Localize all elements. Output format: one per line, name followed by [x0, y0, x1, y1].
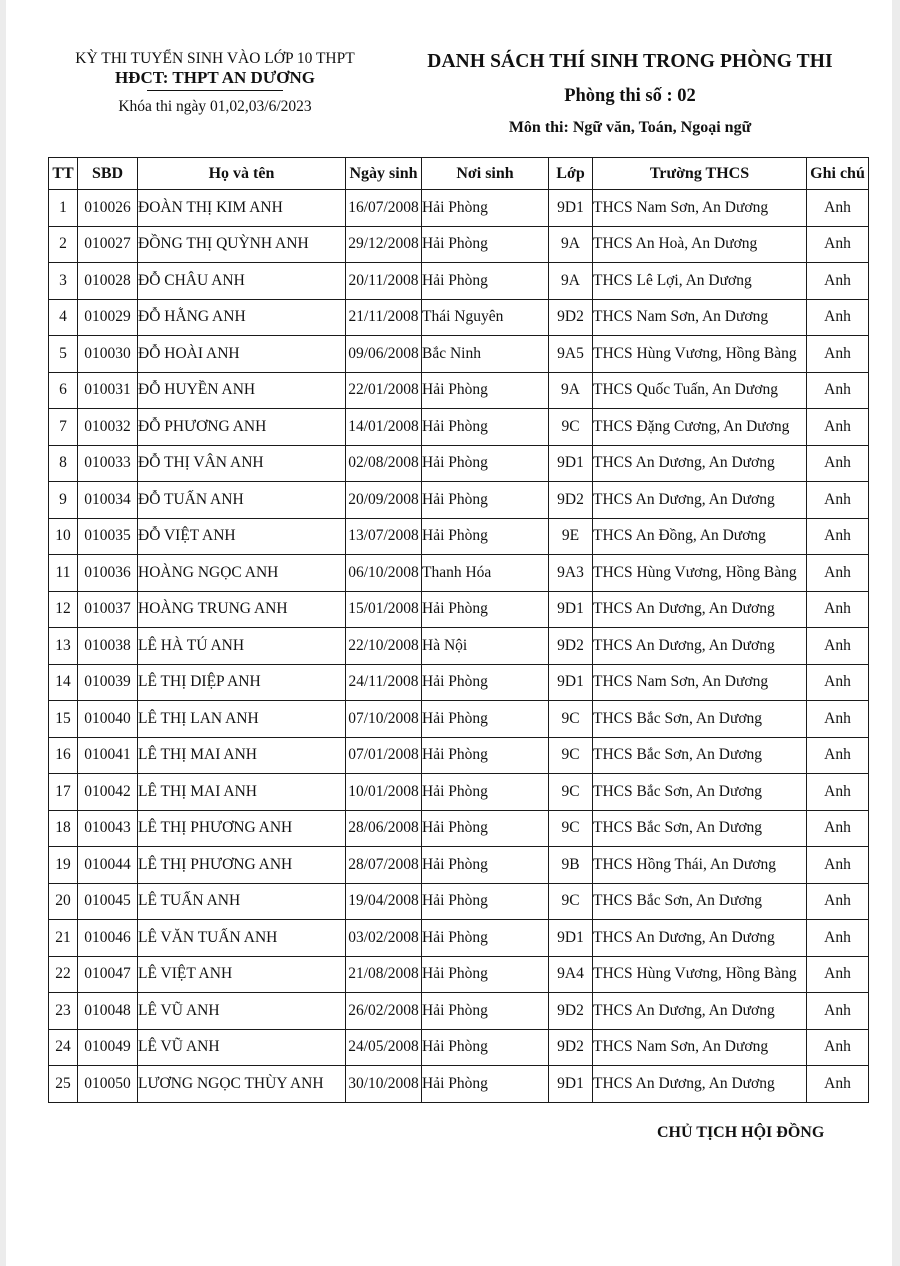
- candidate-name-cell: LÊ TUẤN ANH: [138, 883, 346, 920]
- candidate-name-cell: LÊ VŨ ANH: [138, 993, 346, 1030]
- row-number-cell: 6: [49, 372, 78, 409]
- row-number-cell: 5: [49, 336, 78, 373]
- birthplace-cell: Hải Phòng: [422, 847, 549, 884]
- birthplace-cell: Hải Phòng: [422, 1066, 549, 1103]
- birthplace-cell: Hải Phòng: [422, 591, 549, 628]
- exam-subjects: Môn thi: Ngữ văn, Toán, Ngoại ngữ: [508, 119, 752, 136]
- class-cell: 9D1: [549, 664, 593, 701]
- document-title-block: [405, 49, 855, 138]
- school-cell: THCS An Dương, An Dương: [593, 628, 807, 665]
- row-number-cell: 23: [49, 993, 78, 1030]
- birthplace-cell: Thanh Hóa: [422, 555, 549, 592]
- table-row: [49, 591, 869, 628]
- candidate-name-cell: LÊ THỊ LAN ANH: [138, 701, 346, 738]
- note-cell: Anh: [807, 883, 869, 920]
- candidate-name-cell: ĐỖ TUẤN ANH: [138, 482, 346, 519]
- class-cell: 9E: [549, 518, 593, 555]
- page-edge-right: [892, 0, 900, 1266]
- row-number-cell: 9: [49, 482, 78, 519]
- table-header-row: [49, 158, 869, 190]
- table-row: [49, 555, 869, 592]
- note-cell: Anh: [807, 993, 869, 1030]
- candidate-id-cell: 010028: [78, 263, 138, 300]
- table-row: [49, 1029, 869, 1066]
- row-number-cell: 24: [49, 1029, 78, 1066]
- school-cell: THCS Hùng Vương, Hồng Bàng: [593, 336, 807, 373]
- table-row: [49, 518, 869, 555]
- birthplace-cell: Hải Phòng: [422, 1029, 549, 1066]
- class-cell: 9C: [549, 883, 593, 920]
- birthplace-cell: Hà Nội: [422, 628, 549, 665]
- date-of-birth-cell: 20/09/2008: [346, 482, 422, 519]
- candidate-name-cell: HOÀNG NGỌC ANH: [138, 555, 346, 592]
- note-cell: Anh: [807, 336, 869, 373]
- birthplace-cell: Hải Phòng: [422, 920, 549, 957]
- table-row: [49, 737, 869, 774]
- row-number-cell: 12: [49, 591, 78, 628]
- note-cell: Anh: [807, 774, 869, 811]
- candidate-id-cell: 010039: [78, 664, 138, 701]
- date-of-birth-cell: 19/04/2008: [346, 883, 422, 920]
- row-number-cell: 16: [49, 737, 78, 774]
- row-number-cell: 17: [49, 774, 78, 811]
- candidate-name-cell: ĐỖ CHÂU ANH: [138, 263, 346, 300]
- table-row: [49, 445, 869, 482]
- class-cell: 9C: [549, 774, 593, 811]
- note-cell: Anh: [807, 701, 869, 738]
- note-cell: Anh: [807, 445, 869, 482]
- date-of-birth-cell: 22/10/2008: [346, 628, 422, 665]
- birthplace-cell: Hải Phòng: [422, 993, 549, 1030]
- date-of-birth-cell: 02/08/2008: [346, 445, 422, 482]
- candidate-name-cell: ĐỖ PHƯƠNG ANH: [138, 409, 346, 446]
- class-cell: 9A3: [549, 555, 593, 592]
- class-cell: 9D2: [549, 993, 593, 1030]
- school-cell: THCS Hồng Thái, An Dương: [593, 847, 807, 884]
- row-number-cell: 21: [49, 920, 78, 957]
- birthplace-cell: Hải Phòng: [422, 664, 549, 701]
- table-row: [49, 1066, 869, 1103]
- candidate-id-cell: 010043: [78, 810, 138, 847]
- note-cell: Anh: [807, 299, 869, 336]
- column-header-tt: TT: [49, 158, 78, 190]
- note-cell: Anh: [807, 482, 869, 519]
- school-cell: THCS An Dương, An Dương: [593, 920, 807, 957]
- candidate-table: [48, 157, 869, 1103]
- document-title: DANH SÁCH THÍ SINH TRONG PHÒNG THI: [427, 51, 833, 72]
- school-cell: THCS Bắc Sơn, An Dương: [593, 810, 807, 847]
- school-cell: THCS Nam Sơn, An Dương: [593, 190, 807, 227]
- candidate-id-cell: 010042: [78, 774, 138, 811]
- row-number-cell: 2: [49, 226, 78, 263]
- class-cell: 9D1: [549, 591, 593, 628]
- exam-council-header: [60, 50, 370, 116]
- candidate-id-cell: 010046: [78, 920, 138, 957]
- table-row: [49, 226, 869, 263]
- table-row: [49, 956, 869, 993]
- birthplace-cell: Thái Nguyên: [422, 299, 549, 336]
- class-cell: 9D2: [549, 482, 593, 519]
- school-cell: THCS An Dương, An Dương: [593, 591, 807, 628]
- candidate-name-cell: LÊ THỊ MAI ANH: [138, 737, 346, 774]
- date-of-birth-cell: 22/01/2008: [346, 372, 422, 409]
- room-number: Phòng thi số : 02: [564, 86, 696, 106]
- row-number-cell: 7: [49, 409, 78, 446]
- candidate-name-cell: LÊ VŨ ANH: [138, 1029, 346, 1066]
- table-row: [49, 701, 869, 738]
- column-header-class: Lớp: [549, 158, 593, 190]
- candidate-name-cell: LÊ THỊ DIỆP ANH: [138, 664, 346, 701]
- candidate-id-cell: 010030: [78, 336, 138, 373]
- exam-dates: Khóa thi ngày 01,02,03/6/2023: [118, 98, 312, 115]
- candidate-id-cell: 010032: [78, 409, 138, 446]
- candidate-name-cell: LÊ THỊ PHƯƠNG ANH: [138, 810, 346, 847]
- candidate-name-cell: ĐỖ HOÀI ANH: [138, 336, 346, 373]
- signature-title: CHỦ TỊCH HỘI ĐỒNG: [657, 1124, 825, 1141]
- date-of-birth-cell: 03/02/2008: [346, 920, 422, 957]
- candidate-id-cell: 010041: [78, 737, 138, 774]
- school-cell: THCS Bắc Sơn, An Dương: [593, 774, 807, 811]
- candidate-id-cell: 010038: [78, 628, 138, 665]
- table-row: [49, 883, 869, 920]
- candidate-name-cell: LÊ VĂN TUẤN ANH: [138, 920, 346, 957]
- birthplace-cell: Hải Phòng: [422, 372, 549, 409]
- row-number-cell: 20: [49, 883, 78, 920]
- date-of-birth-cell: 24/05/2008: [346, 1029, 422, 1066]
- row-number-cell: 19: [49, 847, 78, 884]
- class-cell: 9A: [549, 226, 593, 263]
- school-cell: THCS An Dương, An Dương: [593, 1066, 807, 1103]
- date-of-birth-cell: 07/10/2008: [346, 701, 422, 738]
- row-number-cell: 4: [49, 299, 78, 336]
- exam-name: KỲ THI TUYỂN SINH VÀO LỚP 10 THPT: [75, 50, 355, 67]
- date-of-birth-cell: 29/12/2008: [346, 226, 422, 263]
- page-edge-left: [0, 0, 6, 1266]
- school-cell: THCS An Dương, An Dương: [593, 993, 807, 1030]
- school-cell: THCS Nam Sơn, An Dương: [593, 299, 807, 336]
- date-of-birth-cell: 30/10/2008: [346, 1066, 422, 1103]
- date-of-birth-cell: 21/11/2008: [346, 299, 422, 336]
- school-cell: THCS Quốc Tuấn, An Dương: [593, 372, 807, 409]
- row-number-cell: 15: [49, 701, 78, 738]
- class-cell: 9C: [549, 810, 593, 847]
- row-number-cell: 22: [49, 956, 78, 993]
- candidate-id-cell: 010049: [78, 1029, 138, 1066]
- table-row: [49, 774, 869, 811]
- school-cell: THCS An Đồng, An Dương: [593, 518, 807, 555]
- table-row: [49, 664, 869, 701]
- table-row: [49, 409, 869, 446]
- birthplace-cell: Hải Phòng: [422, 518, 549, 555]
- candidate-id-cell: 010050: [78, 1066, 138, 1103]
- birthplace-cell: Hải Phòng: [422, 409, 549, 446]
- row-number-cell: 1: [49, 190, 78, 227]
- class-cell: 9D2: [549, 1029, 593, 1066]
- school-cell: THCS Nam Sơn, An Dương: [593, 664, 807, 701]
- candidate-name-cell: LƯƠNG NGỌC THÙY ANH: [138, 1066, 346, 1103]
- school-cell: THCS An Hoà, An Dương: [593, 226, 807, 263]
- row-number-cell: 3: [49, 263, 78, 300]
- birthplace-cell: Hải Phòng: [422, 226, 549, 263]
- class-cell: 9D1: [549, 190, 593, 227]
- school-cell: THCS Nam Sơn, An Dương: [593, 1029, 807, 1066]
- table-row: [49, 299, 869, 336]
- candidate-name-cell: LÊ VIỆT ANH: [138, 956, 346, 993]
- school-cell: THCS Bắc Sơn, An Dương: [593, 883, 807, 920]
- table-row: [49, 810, 869, 847]
- date-of-birth-cell: 15/01/2008: [346, 591, 422, 628]
- date-of-birth-cell: 07/01/2008: [346, 737, 422, 774]
- table-row: [49, 190, 869, 227]
- candidate-name-cell: LÊ HÀ TÚ ANH: [138, 628, 346, 665]
- note-cell: Anh: [807, 263, 869, 300]
- candidate-id-cell: 010047: [78, 956, 138, 993]
- row-number-cell: 18: [49, 810, 78, 847]
- class-cell: 9A4: [549, 956, 593, 993]
- note-cell: Anh: [807, 956, 869, 993]
- school-cell: THCS Hùng Vương, Hồng Bàng: [593, 555, 807, 592]
- note-cell: Anh: [807, 1066, 869, 1103]
- date-of-birth-cell: 09/06/2008: [346, 336, 422, 373]
- class-cell: 9D1: [549, 920, 593, 957]
- row-number-cell: 8: [49, 445, 78, 482]
- row-number-cell: 25: [49, 1066, 78, 1103]
- candidate-id-cell: 010031: [78, 372, 138, 409]
- candidate-id-cell: 010029: [78, 299, 138, 336]
- school-cell: THCS Bắc Sơn, An Dương: [593, 737, 807, 774]
- school-cell: THCS Lê Lợi, An Dương: [593, 263, 807, 300]
- birthplace-cell: Hải Phòng: [422, 810, 549, 847]
- table-row: [49, 847, 869, 884]
- candidate-id-cell: 010034: [78, 482, 138, 519]
- date-of-birth-cell: 21/08/2008: [346, 956, 422, 993]
- candidate-id-cell: 010048: [78, 993, 138, 1030]
- column-header-birthplace: Nơi sinh: [422, 158, 549, 190]
- column-header-note: Ghi chú: [807, 158, 869, 190]
- candidate-id-cell: 010026: [78, 190, 138, 227]
- candidate-name-cell: ĐỖ HẰNG ANH: [138, 299, 346, 336]
- note-cell: Anh: [807, 920, 869, 957]
- candidate-id-cell: 010040: [78, 701, 138, 738]
- note-cell: Anh: [807, 810, 869, 847]
- date-of-birth-cell: 28/07/2008: [346, 847, 422, 884]
- candidate-id-cell: 010033: [78, 445, 138, 482]
- candidate-name-cell: ĐỖ HUYỀN ANH: [138, 372, 346, 409]
- date-of-birth-cell: 28/06/2008: [346, 810, 422, 847]
- birthplace-cell: Hải Phòng: [422, 445, 549, 482]
- row-number-cell: 10: [49, 518, 78, 555]
- table-row: [49, 920, 869, 957]
- row-number-cell: 11: [49, 555, 78, 592]
- table-row: [49, 372, 869, 409]
- note-cell: Anh: [807, 518, 869, 555]
- column-header-sbd: SBD: [78, 158, 138, 190]
- candidate-name-cell: LÊ THỊ PHƯƠNG ANH: [138, 847, 346, 884]
- candidate-name-cell: ĐỖ THỊ VÂN ANH: [138, 445, 346, 482]
- table-row: [49, 993, 869, 1030]
- date-of-birth-cell: 10/01/2008: [346, 774, 422, 811]
- school-cell: THCS Đặng Cương, An Dương: [593, 409, 807, 446]
- school-cell: THCS An Dương, An Dương: [593, 482, 807, 519]
- note-cell: Anh: [807, 372, 869, 409]
- column-header-dob: Ngày sinh: [346, 158, 422, 190]
- table-body: [49, 190, 869, 1103]
- class-cell: 9C: [549, 737, 593, 774]
- date-of-birth-cell: 26/02/2008: [346, 993, 422, 1030]
- birthplace-cell: Hải Phòng: [422, 482, 549, 519]
- note-cell: Anh: [807, 409, 869, 446]
- row-number-cell: 14: [49, 664, 78, 701]
- council-name: HĐCT: THPT AN DƯƠNG: [114, 68, 316, 87]
- table-row: [49, 482, 869, 519]
- note-cell: Anh: [807, 226, 869, 263]
- column-header-school: Trường THCS: [593, 158, 807, 190]
- note-cell: Anh: [807, 664, 869, 701]
- header-underline: [147, 90, 283, 91]
- candidate-id-cell: 010045: [78, 883, 138, 920]
- class-cell: 9D1: [549, 445, 593, 482]
- candidate-name-cell: ĐOÀN THỊ KIM ANH: [138, 190, 346, 227]
- note-cell: Anh: [807, 555, 869, 592]
- class-cell: 9D1: [549, 1066, 593, 1103]
- candidate-name-cell: ĐỒNG THỊ QUỲNH ANH: [138, 226, 346, 263]
- table-row: [49, 263, 869, 300]
- date-of-birth-cell: 24/11/2008: [346, 664, 422, 701]
- class-cell: 9D2: [549, 628, 593, 665]
- date-of-birth-cell: 16/07/2008: [346, 190, 422, 227]
- note-cell: Anh: [807, 591, 869, 628]
- birthplace-cell: Hải Phòng: [422, 956, 549, 993]
- class-cell: 9D2: [549, 299, 593, 336]
- table-row: [49, 628, 869, 665]
- column-header-name: Họ và tên: [138, 158, 346, 190]
- birthplace-cell: Hải Phòng: [422, 883, 549, 920]
- date-of-birth-cell: 06/10/2008: [346, 555, 422, 592]
- school-cell: THCS An Dương, An Dương: [593, 445, 807, 482]
- class-cell: 9B: [549, 847, 593, 884]
- candidate-id-cell: 010027: [78, 226, 138, 263]
- class-cell: 9A5: [549, 336, 593, 373]
- date-of-birth-cell: 20/11/2008: [346, 263, 422, 300]
- candidate-name-cell: HOÀNG TRUNG ANH: [138, 591, 346, 628]
- candidate-name-cell: LÊ THỊ MAI ANH: [138, 774, 346, 811]
- class-cell: 9C: [549, 701, 593, 738]
- class-cell: 9A: [549, 263, 593, 300]
- note-cell: Anh: [807, 1029, 869, 1066]
- school-cell: THCS Hùng Vương, Hồng Bàng: [593, 956, 807, 993]
- birthplace-cell: Hải Phòng: [422, 701, 549, 738]
- school-cell: THCS Bắc Sơn, An Dương: [593, 701, 807, 738]
- birthplace-cell: Hải Phòng: [422, 263, 549, 300]
- birthplace-cell: Hải Phòng: [422, 774, 549, 811]
- candidate-id-cell: 010044: [78, 847, 138, 884]
- note-cell: Anh: [807, 628, 869, 665]
- date-of-birth-cell: 14/01/2008: [346, 409, 422, 446]
- date-of-birth-cell: 13/07/2008: [346, 518, 422, 555]
- candidate-id-cell: 010036: [78, 555, 138, 592]
- candidate-id-cell: 010037: [78, 591, 138, 628]
- birthplace-cell: Bắc Ninh: [422, 336, 549, 373]
- candidate-name-cell: ĐỖ VIỆT ANH: [138, 518, 346, 555]
- row-number-cell: 13: [49, 628, 78, 665]
- table-row: [49, 336, 869, 373]
- note-cell: Anh: [807, 737, 869, 774]
- note-cell: Anh: [807, 847, 869, 884]
- birthplace-cell: Hải Phòng: [422, 190, 549, 227]
- note-cell: Anh: [807, 190, 869, 227]
- birthplace-cell: Hải Phòng: [422, 737, 549, 774]
- candidate-id-cell: 010035: [78, 518, 138, 555]
- class-cell: 9C: [549, 409, 593, 446]
- class-cell: 9A: [549, 372, 593, 409]
